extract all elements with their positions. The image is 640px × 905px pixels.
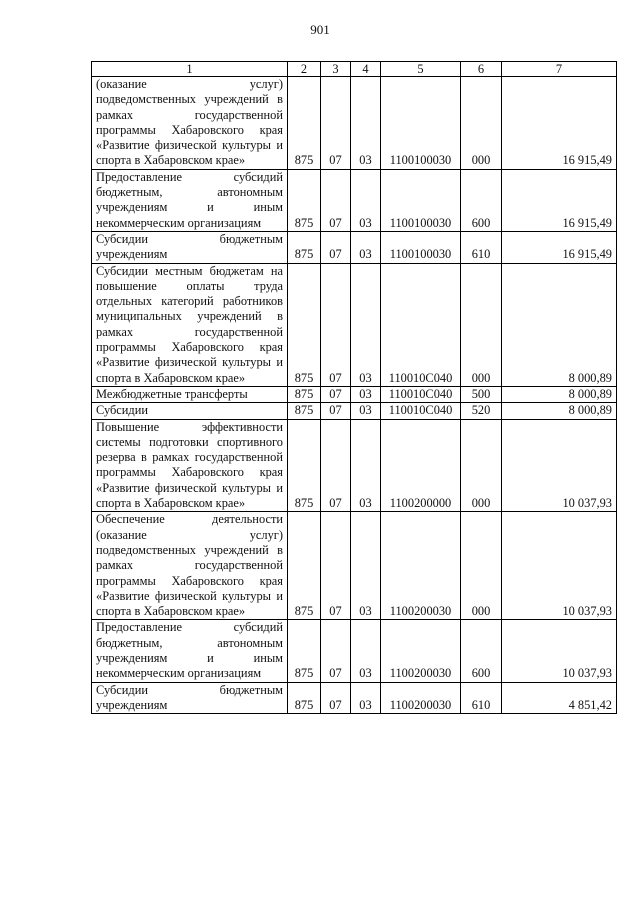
target-article-cell: 1100200030 [381,682,461,714]
amount-cell: 8 000,89 [502,403,617,419]
expense-type-cell: 000 [461,419,502,512]
budget-table [91,61,617,714]
expense-type-cell: 600 [461,620,502,682]
subsection-code-cell: 03 [351,169,381,231]
expense-type-cell: 000 [461,263,502,386]
column-header: 5 [381,62,461,77]
row-name-cell: (оказание услуг) подведомственных учреждений в рамках государственной программы Хабаровского края «Развитие физической культуры и спорта в Хабаровском крае» [92,77,288,170]
target-article-cell: 1100100030 [381,231,461,263]
expense-type-cell: 610 [461,231,502,263]
admin-code-cell: 875 [288,512,321,620]
expense-type-cell: 000 [461,77,502,170]
expense-type-cell: 610 [461,682,502,714]
row-name-cell: Предоставление субсидий бюджетным, автономным учреждениям и иным некоммерческим организациям [92,620,288,682]
column-header: 2 [288,62,321,77]
target-article-cell: 1100200000 [381,419,461,512]
section-code-cell: 07 [321,169,351,231]
target-article-cell: 1100200030 [381,512,461,620]
section-code-cell: 07 [321,682,351,714]
table-row [92,403,617,419]
table-row [92,620,617,682]
table-row [92,682,617,714]
expense-type-cell: 000 [461,512,502,620]
amount-cell: 10 037,93 [502,512,617,620]
table-row [92,419,617,512]
subsection-code-cell: 03 [351,419,381,512]
section-code-cell: 07 [321,512,351,620]
row-name-cell: Субсидии бюджетным учреждениям [92,231,288,263]
subsection-code-cell: 03 [351,620,381,682]
target-article-cell: 1100100030 [381,77,461,170]
table-header-row [92,62,617,77]
section-code-cell: 07 [321,263,351,386]
table-row [92,169,617,231]
subsection-code-cell: 03 [351,386,381,402]
admin-code-cell: 875 [288,231,321,263]
subsection-code-cell: 03 [351,263,381,386]
column-header: 3 [321,62,351,77]
target-article-cell: 1100100030 [381,169,461,231]
subsection-code-cell: 03 [351,77,381,170]
section-code-cell: 07 [321,386,351,402]
table-row [92,231,617,263]
expense-type-cell: 600 [461,169,502,231]
admin-code-cell: 875 [288,620,321,682]
expense-type-cell: 500 [461,386,502,402]
admin-code-cell: 875 [288,386,321,402]
row-name-cell: Повышение эффективности системы подготовки спортивного резерва в рамках государственной программы Хабаровского края «Развитие физической культуры и спорта в Хабаровском крае» [92,419,288,512]
expense-type-cell: 520 [461,403,502,419]
column-header: 7 [502,62,617,77]
page-number: 901 [310,22,330,37]
target-article-cell: 110010С040 [381,403,461,419]
amount-cell: 16 915,49 [502,169,617,231]
row-name-cell: Предоставление субсидий бюджетным, автономным учреждениям и иным некоммерческим организациям [92,169,288,231]
section-code-cell: 07 [321,403,351,419]
row-name-cell: Обеспечение деятельности (оказание услуг) подведомственных учреждений в рамках государственной программы Хабаровского края «Развитие физической культуры и спорта в Хабаровском крае» [92,512,288,620]
section-code-cell: 07 [321,620,351,682]
admin-code-cell: 875 [288,403,321,419]
target-article-cell: 110010С040 [381,263,461,386]
admin-code-cell: 875 [288,77,321,170]
target-article-cell: 1100200030 [381,620,461,682]
table-row [92,263,617,386]
row-name-cell: Субсидии [92,403,288,419]
subsection-code-cell: 03 [351,231,381,263]
admin-code-cell: 875 [288,682,321,714]
amount-cell: 4 851,42 [502,682,617,714]
column-header: 6 [461,62,502,77]
section-code-cell: 07 [321,419,351,512]
section-code-cell: 07 [321,231,351,263]
subsection-code-cell: 03 [351,682,381,714]
amount-cell: 16 915,49 [502,231,617,263]
subsection-code-cell: 03 [351,512,381,620]
column-header: 4 [351,62,381,77]
amount-cell: 10 037,93 [502,620,617,682]
amount-cell: 10 037,93 [502,419,617,512]
table-row [92,386,617,402]
row-name-cell: Субсидии местным бюджетам на повышение оплаты труда отдельных категорий работников муниципальных учреждений в рамках государственной программы Хабаровского края «Развитие физической культуры и спорта в Хабаровском крае» [92,263,288,386]
row-name-cell: Субсидии бюджетным учреждениям [92,682,288,714]
section-code-cell: 07 [321,77,351,170]
table-body [92,77,617,714]
column-header: 1 [92,62,288,77]
table-row [92,512,617,620]
admin-code-cell: 875 [288,169,321,231]
target-article-cell: 110010С040 [381,386,461,402]
amount-cell: 16 915,49 [502,77,617,170]
admin-code-cell: 875 [288,419,321,512]
amount-cell: 8 000,89 [502,263,617,386]
subsection-code-cell: 03 [351,403,381,419]
table-row [92,77,617,170]
row-name-cell: Межбюджетные трансферты [92,386,288,402]
amount-cell: 8 000,89 [502,386,617,402]
admin-code-cell: 875 [288,263,321,386]
